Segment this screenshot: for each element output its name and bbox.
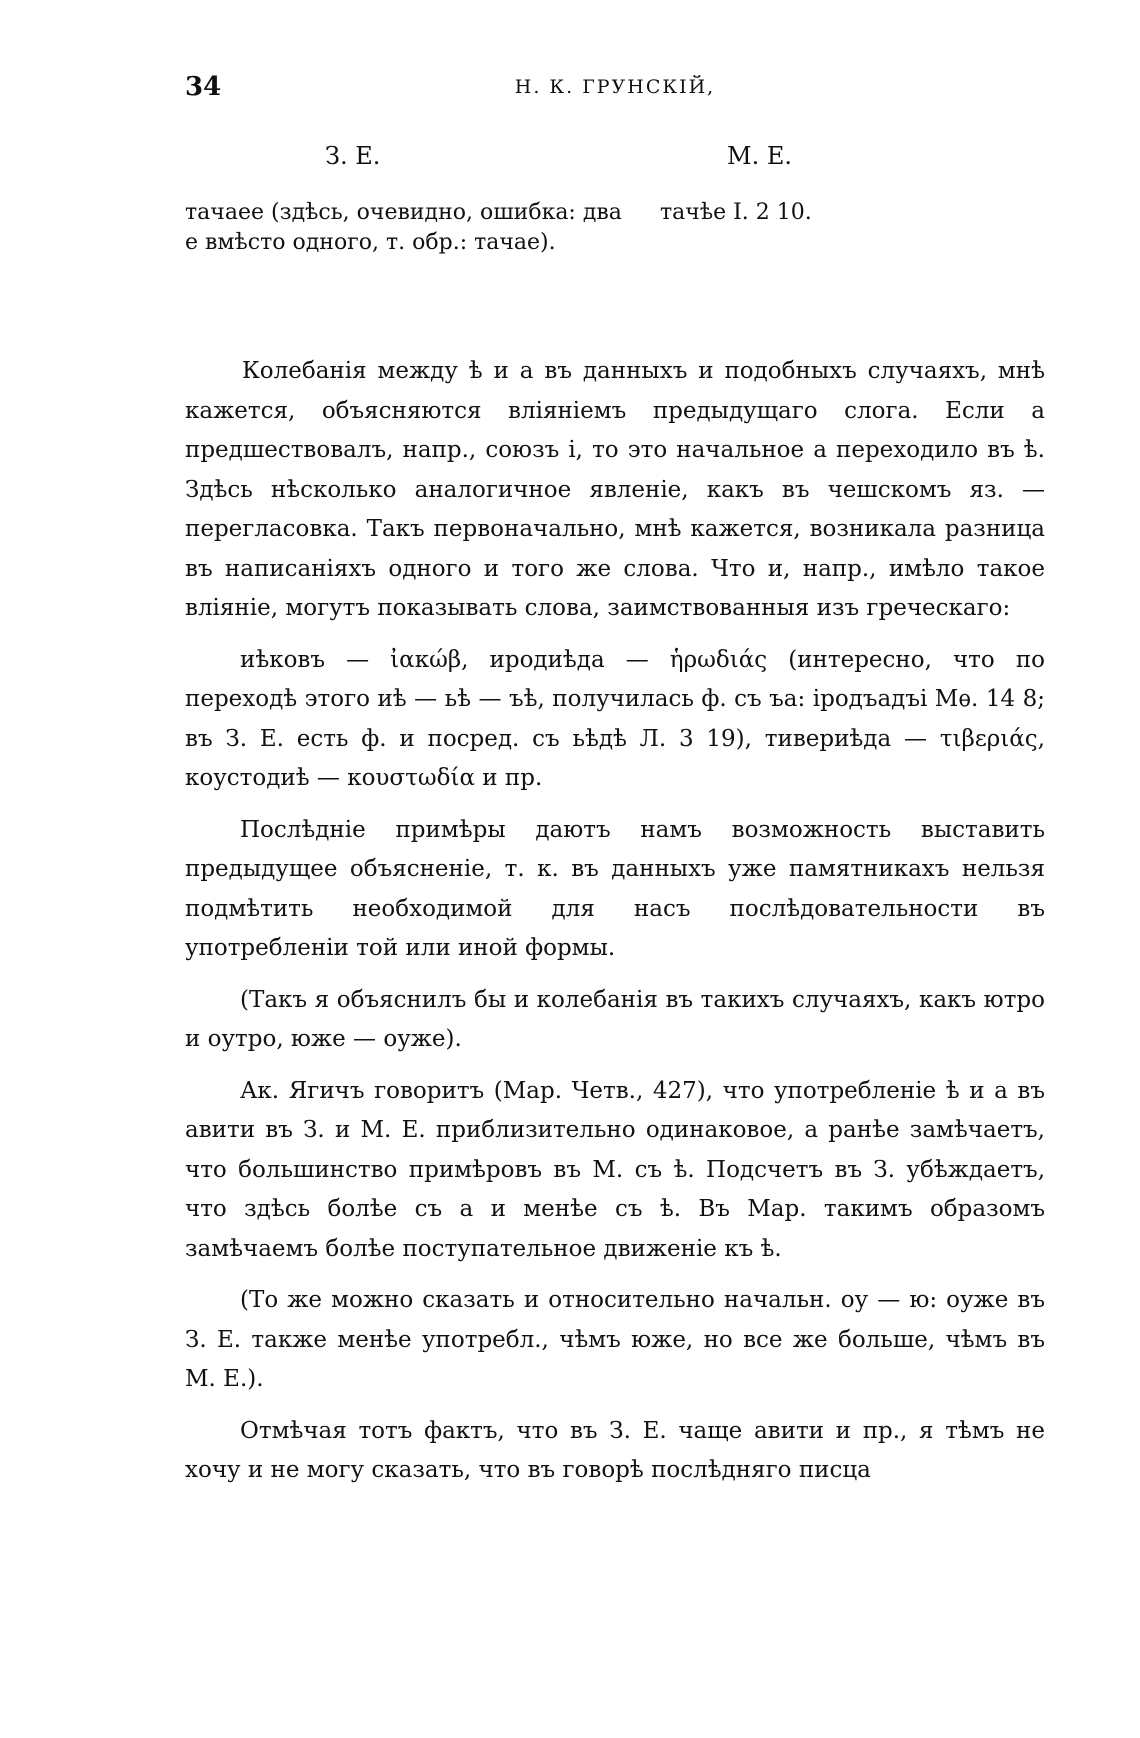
page-number: 34 bbox=[185, 72, 222, 102]
right-column-heading: М. Е. bbox=[727, 142, 792, 170]
left-column-text: тачаее (здѣсь, очевидно, ошибка: два е вмѣсто одного, т. обр.: тачае). bbox=[185, 200, 622, 255]
page-header bbox=[185, 72, 1045, 112]
paragraph: иѣковъ — ἰακώβ, иродиѣда — ἡρωδιάς (интересно, что по переходѣ этого иѣ — ьѣ — ъѣ, получилась ф. съ ъа: іродъадъі Мѳ. 14 8; въ З. Е. есть ф. и посред. съ ьѣдѣ Л. 3 19), тивериѣда — τιβεριάς, коустодиѣ — κουστωδία и пр. bbox=[185, 646, 1045, 791]
paragraph: (Такъ я объяснилъ бы и колебанія въ такихъ случаяхъ, какъ ютро и оутро, юже — оуже). bbox=[185, 986, 1045, 1052]
paragraph: Ак. Ягичъ говоритъ (Мар. Четв., 427), что употребленіе ѣ и а въ авити въ З. и М. Е. приблизительно одинаковое, а ранѣе замѣчаетъ, что большинство примѣровъ въ М. съ ѣ. Подсчетъ въ З. убѣждаетъ, что здѣсь болѣе съ а и менѣе съ ѣ. Въ Мар. такимъ образомъ замѣчаемъ болѣе поступательное движеніе къ ѣ. bbox=[185, 1077, 1045, 1262]
right-column-text: тачѣе I. 2 10. bbox=[660, 200, 812, 225]
paragraph: Послѣдніе примѣры даютъ намъ возможность выставить предыдущее объясненіе, т. к. въ данныхъ уже памятникахъ нельзя подмѣтить необходимой для насъ послѣдовательности въ употребленіи той или иной формы. bbox=[185, 816, 1045, 961]
paragraph: Отмѣчая тотъ фактъ, что въ З. Е. чаще авити и пр., я тѣмъ не хочу и не могу сказать, что въ говорѣ послѣдняго писца bbox=[185, 1417, 1045, 1483]
running-title: Н. К. ГРУНСКІЙ, bbox=[514, 76, 716, 98]
body-text bbox=[185, 352, 1045, 1503]
left-column-heading: З. Е. bbox=[325, 142, 381, 170]
paragraph: (То же можно сказать и относительно начальн. оу — ю: оуже въ З. Е. также менѣе употребл., чѣмъ юже, но все же больше, чѣмъ въ М. Е.). bbox=[185, 1287, 1045, 1392]
paragraph: Колебанія между ѣ и а въ данныхъ и подобныхъ случаяхъ, мнѣ кажется, объясняются вліяніемъ предыдущаго слога. Если а предшествовалъ, напр., союзъ і, то это начальное а переходило въ ѣ. Здѣсь нѣсколько аналогичное явленіе, какъ въ чешскомъ яз. — перегласовка. Такъ первоначально, мнѣ кажется, возникала разница въ написаніяхъ одного и того же слова. Что и, напр., имѣло такое вліяніе, могутъ показывать слова, заимствованныя изъ греческаго: bbox=[185, 358, 1045, 621]
